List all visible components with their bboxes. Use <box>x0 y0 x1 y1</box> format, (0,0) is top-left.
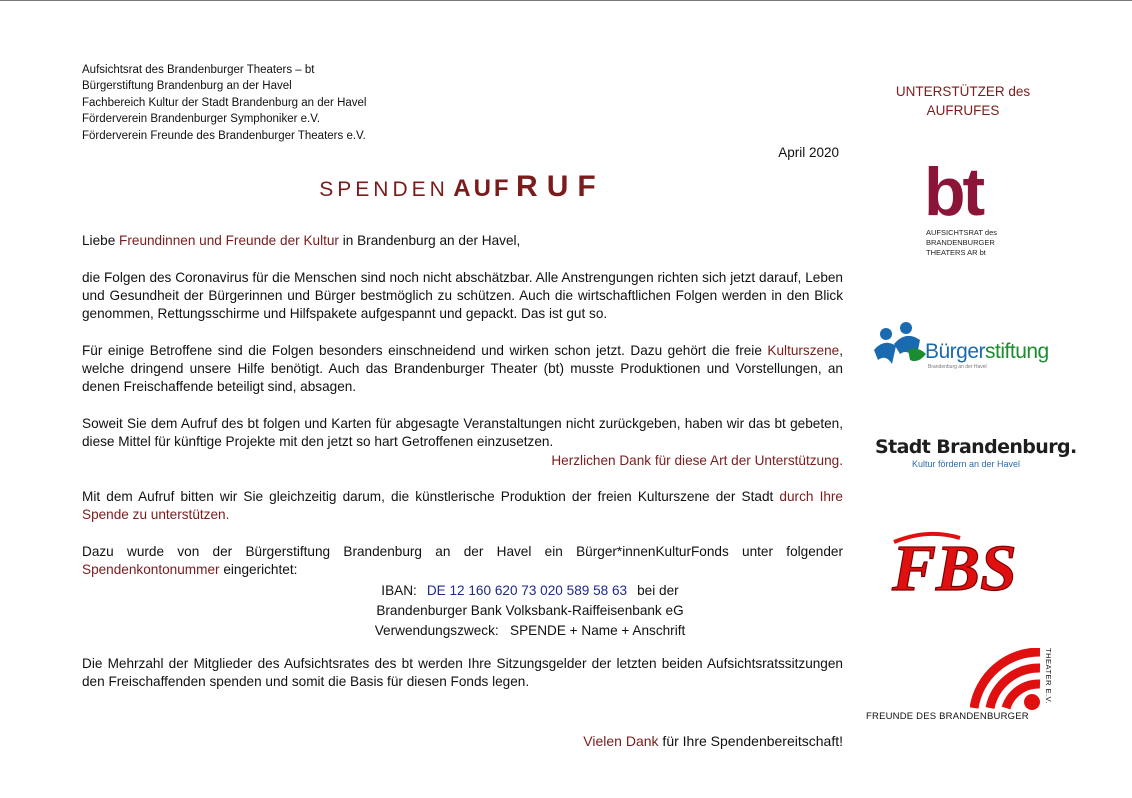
bt-caption-line: AUFSICHTSRAT des <box>926 228 997 237</box>
closing-highlight: Vielen Dank <box>583 733 659 749</box>
paragraph-6: Die Mehrzahl der Mitglieder des Aufsichtsrates des bt werden Ihre Sitzungsgelder der letzten beiden Aufsichtsratssitzungen den Freischaffenden spenden und somit die Basis für diesen Fonds legen. <box>82 656 843 690</box>
buergerstiftung-text-b: stiftung <box>985 340 1049 363</box>
stadt-tagline-rest: an der Havel <box>966 459 1021 469</box>
stadt-brandenburg-logo: Stadt Brandenburg. <box>875 436 1077 458</box>
freunde-logo-vertical: THEATER E.V. <box>1044 648 1053 705</box>
stadt-brandenburg-tagline <box>912 459 1020 469</box>
sender-line: Fachbereich Kultur der Stadt Brandenburg an der Havel <box>82 96 367 109</box>
sender-line: Aufsichtsrat des Brandenburger Theaters – bt <box>82 64 315 76</box>
bank-details <box>300 582 760 641</box>
paragraph-4-text: Mit dem Aufruf bitten wir Sie gleichzeitig darum, die künstlerische Produktion der freien Kulturszene der Stadt <box>82 489 780 504</box>
greeting <box>82 232 843 250</box>
bt-logo: bt <box>924 154 983 230</box>
fbs-letters: FBS <box>892 532 1017 602</box>
paragraph-5 <box>82 543 843 579</box>
heading-part-spenden: SPENDEN <box>319 178 449 201</box>
paragraph-3-thanks: Herzlichen Dank für diese Art der Unterstützung. <box>551 453 843 468</box>
greeting-highlight: Freundinnen und Freunde der Kultur <box>119 233 339 248</box>
iban-label: IBAN: <box>381 583 417 598</box>
iban-suffix: bei der <box>637 583 679 598</box>
purpose-line <box>300 622 760 640</box>
greeting-prefix: Liebe <box>82 233 120 248</box>
paragraph-2-highlight: Kulturszene <box>767 343 840 358</box>
sender-block <box>82 62 366 144</box>
buergerstiftung-text-a: Bürger <box>925 340 986 363</box>
freunde-logo-label: FREUNDE DES BRANDENBURGER <box>866 711 1029 722</box>
paragraph-2-text: Für einige Betroffene sind die Folgen besonders einschneidend und wirken schon jetzt. Dazu gehört die freie <box>82 343 768 358</box>
bt-logo-caption <box>926 228 997 258</box>
supporters-title <box>888 82 1038 120</box>
iban-value: DE 12 160 620 73 020 589 58 63 <box>426 583 628 598</box>
stadt-tagline-highlight: Kultur fördern <box>912 459 967 469</box>
sender-line: Förderverein Brandenburger Symphoniker e.V. <box>82 113 321 126</box>
bank-name: Brandenburger Bank Volksbank-Raiffeisenbank eG <box>376 603 684 619</box>
top-border <box>0 0 1132 1</box>
paragraph-2 <box>82 342 843 397</box>
buergerstiftung-logo <box>925 340 1049 364</box>
letter-date: April 2020 <box>778 145 839 160</box>
sender-line: Förderverein Freunde des Brandenburger Theaters e.V. <box>82 129 366 142</box>
sender-line: Bürgerstiftung Brandenburg an der Havel <box>82 80 292 93</box>
heading-part-auf: AUF <box>453 175 512 202</box>
paragraph-4-highlight: durch Ihre Spende zu unterstützen. <box>82 489 843 523</box>
heading-part-ruf: RUF <box>516 170 605 203</box>
paragraph-1: die Folgen des Coronavirus für die Menschen sind noch nicht abschätzbar. Alle Anstrengungen richten sich jetzt darauf, Leben und Gesundheit der Bürgerinnen und Bürger bestmöglich zu schützen. Auch die wirtschaftlichen Folgen werden in den Blick genommen, Rettungsschirme und Hilfspakete aufgespannt und gepackt. Das ist gut so. <box>82 270 843 322</box>
bt-caption-line: THEATERS AR bt <box>926 248 986 257</box>
closing-rest: für Ihre Spendenbereitschaft! <box>658 733 843 749</box>
freunde-theater-logo <box>970 648 1044 712</box>
iban-line <box>300 582 760 600</box>
bt-caption-line: BRANDENBURGER <box>926 238 995 247</box>
paragraph-5-highlight: Spendenkontonummer <box>82 562 220 578</box>
letter-heading <box>82 170 842 204</box>
paragraph-5-text-end: eingerichtet: <box>219 562 298 578</box>
paragraph-4 <box>82 488 843 524</box>
buergerstiftung-people-icon <box>872 320 928 368</box>
greeting-suffix: in Brandenburg an der Havel, <box>338 233 521 248</box>
supporters-title-line-1: UNTERSTÜTZER des <box>895 84 1031 99</box>
paragraph-3: Soweit Sie dem Aufruf des bt folgen und Karten für abgesagte Veranstaltungen nicht zurückgeben, haben wir das bt gebeten, diese Mittel für künftige Projekte mit den jetzt so hart Getroffenen einzusetzen. <box>82 416 843 450</box>
paragraph-5-text: Dazu wurde von der Bürgerstiftung Brandenburg an der Havel ein Bürger*innenKulturFonds unter folgender <box>82 544 843 559</box>
supporters-title-line-2: AUFRUFES <box>926 103 1000 118</box>
paragraph-2-text-end: , welche dringend unsere Hilfe benötigt. Auch das Brandenburger Theater (bt) musste Produktionen und Vorstellungen, an denen Freischaffende beteiligt sind, absagen. <box>82 343 843 395</box>
closing <box>82 732 843 750</box>
purpose-label: Verwendungszweck: <box>374 623 499 639</box>
purpose-value: SPENDE + Name + Anschrift <box>510 623 686 639</box>
buergerstiftung-tagline: Brandenburg an der Havel <box>928 364 987 370</box>
fbs-logo <box>888 524 1022 602</box>
